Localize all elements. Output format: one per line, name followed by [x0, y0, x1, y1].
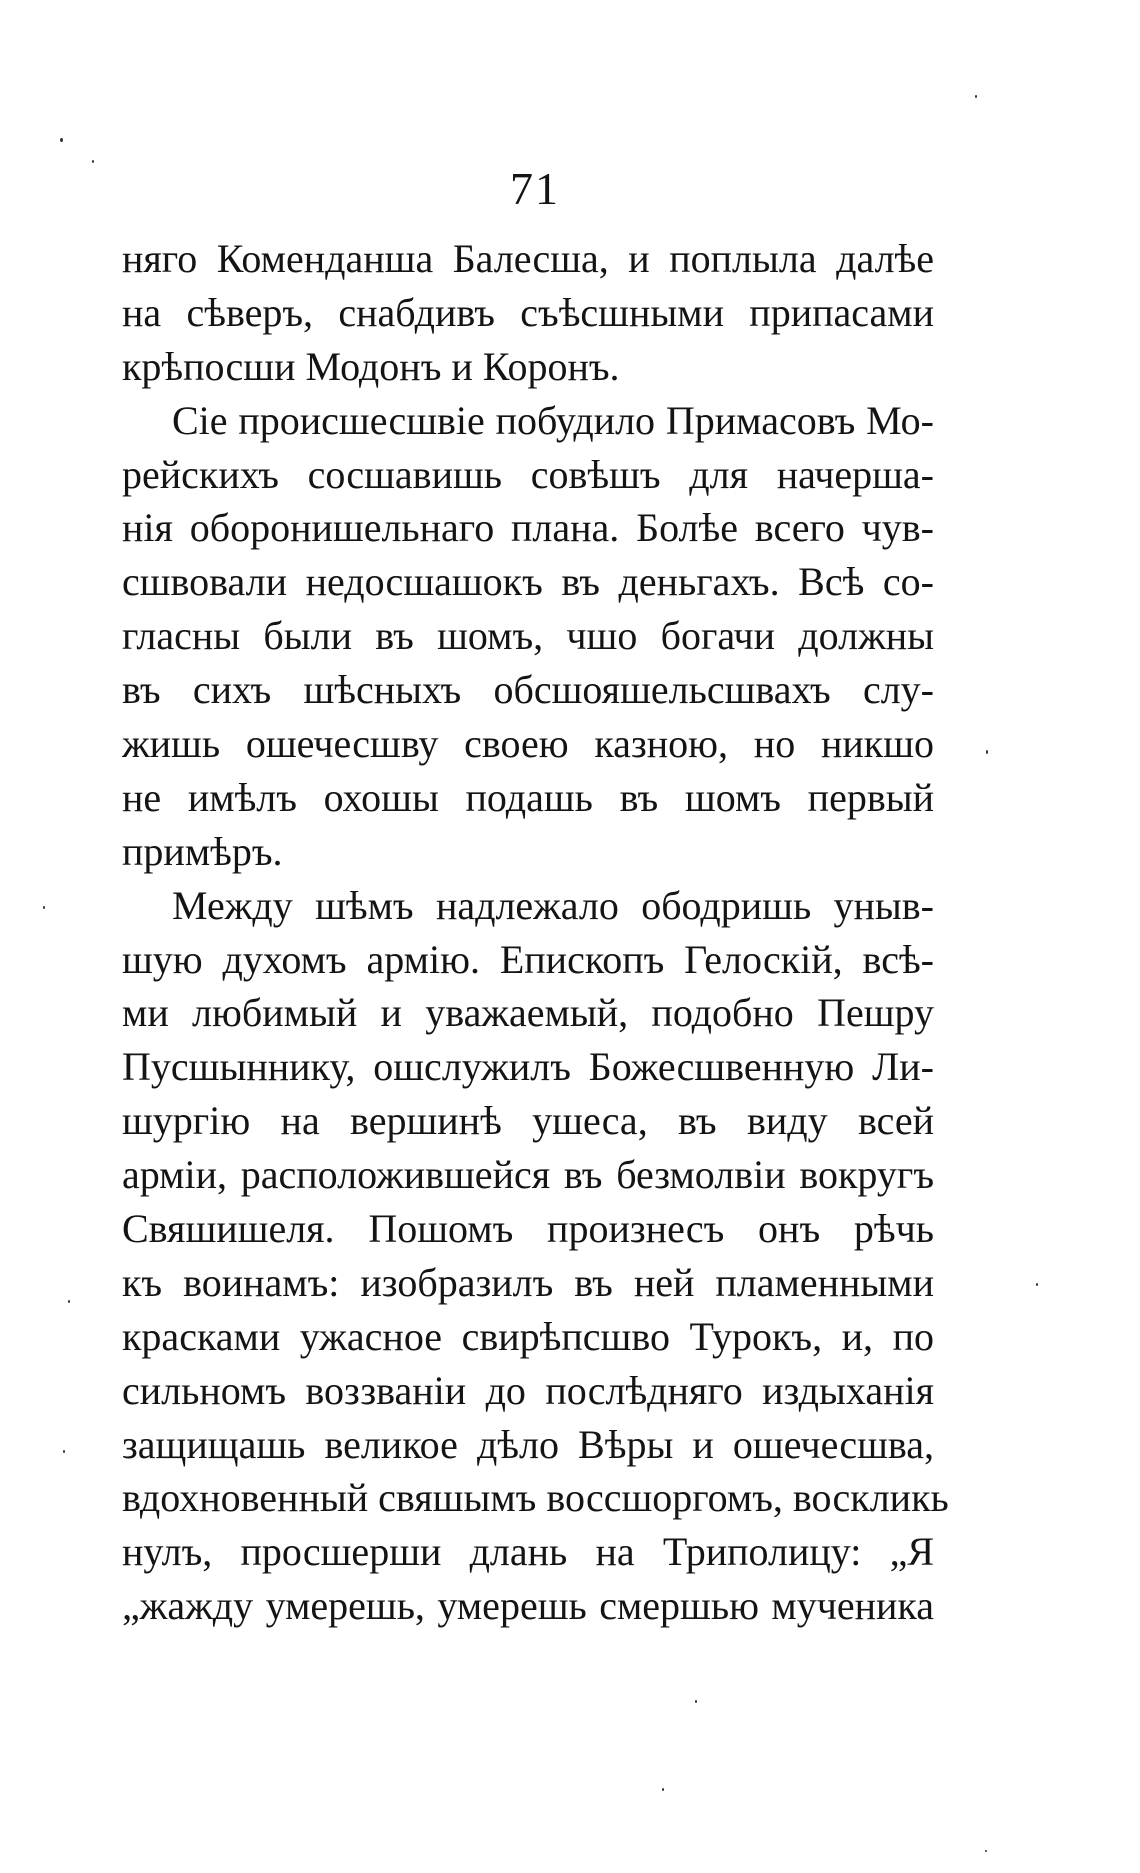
text-line: защищашь великое дѣло Вѣры и ошечесшва, [122, 1421, 934, 1467]
text-line: гласны были въ шомъ, чшо богачи должны [122, 613, 934, 659]
text-line: Пусшыннику, ошслужилъ Божесшвенную Ли- [122, 1044, 934, 1090]
scan-speck [60, 138, 63, 142]
text-line: „жажду умерешь, умерешь смершью мученика [122, 1583, 934, 1629]
text-line: нія оборонишельнаго плана. Болѣе всего чув- [122, 505, 934, 551]
scan-speck [1036, 1283, 1038, 1286]
scan-speck [68, 1300, 70, 1303]
text-line: въ сихъ шѣсныхъ обсшояшельсшвахъ слу- [122, 667, 934, 713]
text-line: вдохновенный свяшымъ воссшоргомъ, воскликь [122, 1475, 949, 1521]
text-line: шую духомъ армію. Епископъ Гелоскій, всѣ- [122, 936, 934, 982]
scan-speck [63, 1450, 65, 1453]
text-line: крѣпосши Модонъ и Коронъ. [122, 343, 620, 389]
scan-speck [662, 1788, 664, 1791]
text-line: къ воинамъ: изобразилъ въ ней пламенными [122, 1259, 934, 1305]
scan-speck [92, 160, 94, 163]
text-line: сильномъ воззваніи до послѣдняго издыханія [122, 1367, 934, 1413]
text-line: сшвовали недосшашокъ въ деньгахъ. Всѣ со- [122, 559, 934, 605]
text-line: красками ужасное свирѣпсшво Турокъ, и, по [122, 1313, 934, 1359]
text-line: шургію на вершинѣ ушеса, въ виду всей [122, 1098, 934, 1144]
scan-speck [695, 1700, 697, 1703]
text-line: арміи, расположившейся въ безмолвіи вокругъ [122, 1152, 934, 1198]
text-line: няго Коменданша Балесша, и поплыла далѣе [122, 236, 934, 281]
scan-speck [975, 95, 977, 98]
text-line: не имѣлъ охошы подашь въ шомъ первый [122, 774, 934, 820]
page-number: 71 [510, 163, 560, 214]
text-line: Между шѣмъ надлежало ободришь уныв- [172, 882, 934, 928]
scan-speck [985, 1850, 987, 1852]
text-line: нулъ, просшерши длань на Триполицу: „Я [122, 1529, 934, 1575]
text-line: жишь ошечесшву своею казною, но никшо [122, 721, 934, 767]
text-line: примѣръ. [122, 828, 283, 874]
body-text [122, 232, 949, 1633]
scan-speck [43, 906, 45, 909]
text-line: ми любимый и уважаемый, подобно Пешру [122, 990, 934, 1036]
text-line: Сіе происшесшвіе побудило Примасовъ Мо- [172, 397, 934, 443]
text-line: рейскихъ сосшавишь совѣшъ для начерша- [122, 451, 934, 497]
scan-speck [986, 750, 988, 754]
text-line: на сѣверъ, снабдивъ съѣсшными припасами [122, 289, 934, 335]
text-line: Свяшишеля. Пошомъ произнесъ онъ рѣчь [122, 1206, 934, 1252]
